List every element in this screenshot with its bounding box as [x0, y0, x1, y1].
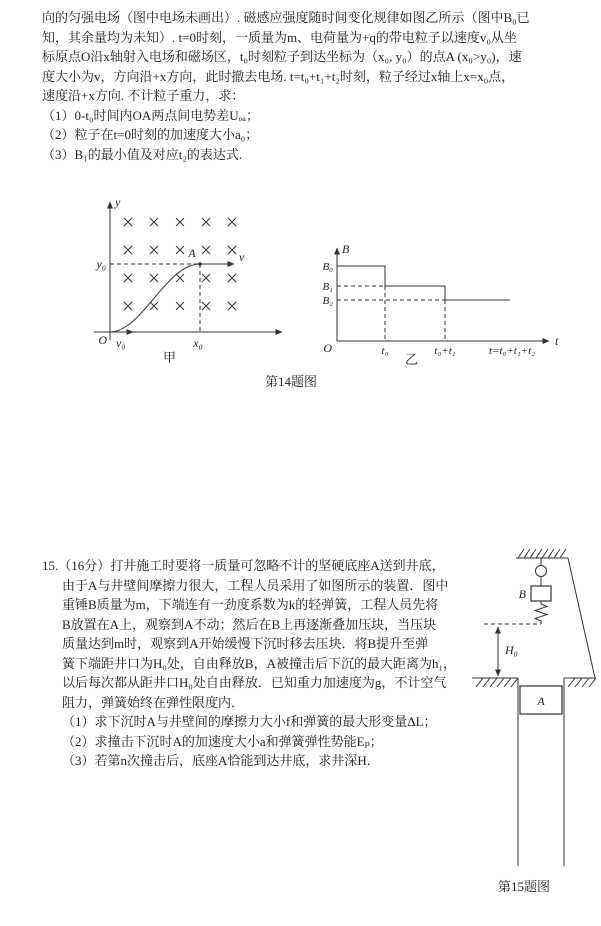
figure-14-trajectory — [80, 190, 295, 355]
ground-hatch-left-icon — [476, 678, 518, 687]
figure-15-well-apparatus — [468, 546, 600, 872]
question-item: （1）求下沉时A与井壁间的摩擦力大小f和弹簧的最大形变量ΔL； — [62, 714, 437, 729]
text-line: 15.（16分）打井施工时要将一质量可忽略不计的坚硬底座A送到井底， — [42, 558, 445, 573]
support-diagonal-line — [568, 558, 595, 678]
text-line: 由于A与井壁间摩擦力很大，工程人员采用了如图所示的装置．图中 — [62, 577, 449, 593]
text-line: 向的匀强电场（图中电场未画出）. 磁感应强度随时间变化规律如图乙所示（图中B₀已 — [42, 10, 530, 25]
v0-label: v₀ — [116, 336, 126, 350]
t-end-tick-label: t=t₀+t₁+t₂ — [489, 345, 535, 357]
question-item: （1）0-t₀时间内OA两点间电势差Uₒₐ； — [42, 107, 259, 123]
y0-label: y₀ — [96, 257, 106, 271]
base-a-label: A — [537, 694, 545, 708]
point-a-label: A — [188, 246, 196, 260]
text-line: 速度沿+x方向. 不计粒子重力，求： — [42, 88, 245, 103]
ceiling-hatch-icon — [518, 549, 566, 558]
text-line: 度大小为v，方向沿+x方向，此时撤去电场. t=t₀+t₁+t₂时刻，粒子经过x轴上x=x₀点， — [42, 68, 515, 84]
trajectory-curve — [110, 264, 200, 332]
text-line: 以后每次都从距井口H₀处自由释放．已知重力加速度为g，不计空气 — [62, 675, 447, 690]
b1-tick-label: B₁ — [322, 281, 333, 293]
figure-14-b-t-graph — [305, 236, 570, 361]
figure-jia-label: 甲 — [163, 350, 177, 365]
question-item: （3）若第n次撞击后，底座A恰能到达井底，求井深H． — [62, 753, 380, 768]
graph-guide-lines — [337, 286, 445, 341]
text-line: B放置在A上，观察到A不动；然后在B上再逐渐叠加压块，当压块 — [62, 616, 437, 632]
graph-origin-label: O — [323, 341, 332, 355]
point-a-dot — [198, 262, 202, 266]
question-item: （3）B₁的最小值及对应t₂的表达式. — [42, 146, 243, 162]
text-line: 簧下端距井口为H₀处，自由释放B，A被撞击后下沉的最大距离为h₁， — [62, 655, 457, 671]
pulley-icon — [536, 566, 547, 577]
figure-yi-label: 乙 — [405, 352, 419, 367]
problem-15-text — [42, 556, 482, 771]
question-item: （2）求撞击下沉时A的加速度大小a和弹簧弹性势能Eₚ； — [62, 733, 383, 749]
guide-lines — [110, 264, 200, 332]
t-axis-label: t — [555, 334, 559, 348]
origin-label: O — [98, 333, 107, 347]
b2-tick-label: B₂ — [322, 295, 333, 307]
y-axis-label: y — [115, 195, 121, 209]
figure-14-caption: 第14题图 — [265, 374, 318, 389]
text-line: 知，其余量均为未知）. t=0时刻，一质量为m、电荷量为+q的带电粒子以速度v₀从坐 — [42, 29, 517, 45]
weight-b-label: B — [518, 587, 526, 601]
b0-tick-label: B₀ — [322, 261, 333, 273]
spring-icon — [535, 601, 547, 624]
v-label: v — [239, 250, 245, 264]
h0-label: H₀ — [505, 643, 518, 657]
question-item: （2）粒子在t=0时刻的加速度大小a₀； — [42, 127, 259, 142]
ground-hatch-right-icon — [568, 678, 596, 687]
x0-label: x₀ — [193, 336, 203, 350]
figure-15-caption: 第15题图 — [498, 879, 551, 894]
t0-tick-label: t₀ — [381, 345, 389, 357]
t1-tick-label: t₀+t₁ — [434, 345, 456, 357]
problem-14-text — [42, 8, 587, 164]
b-step-curve — [337, 266, 510, 300]
text-line: 质量达到m时，观察到A开始缓慢下沉时移去压块．将B提升至弹 — [62, 636, 429, 651]
b-axis-label: B — [342, 242, 350, 256]
weight-b-block — [531, 586, 551, 601]
text-line: 重锤B质量为m，下端连有一劲度系数为k的轻弹簧，工程人员先将 — [62, 597, 439, 612]
text-line: 标原点O沿x轴射入电场和磁场区，t₀时刻粒子到达坐标为（x₀, y₀）的点A (x₀>y₀)，速 — [42, 49, 522, 64]
text-line: 阻力，弹簧始终在弹性限度内． — [62, 694, 245, 710]
